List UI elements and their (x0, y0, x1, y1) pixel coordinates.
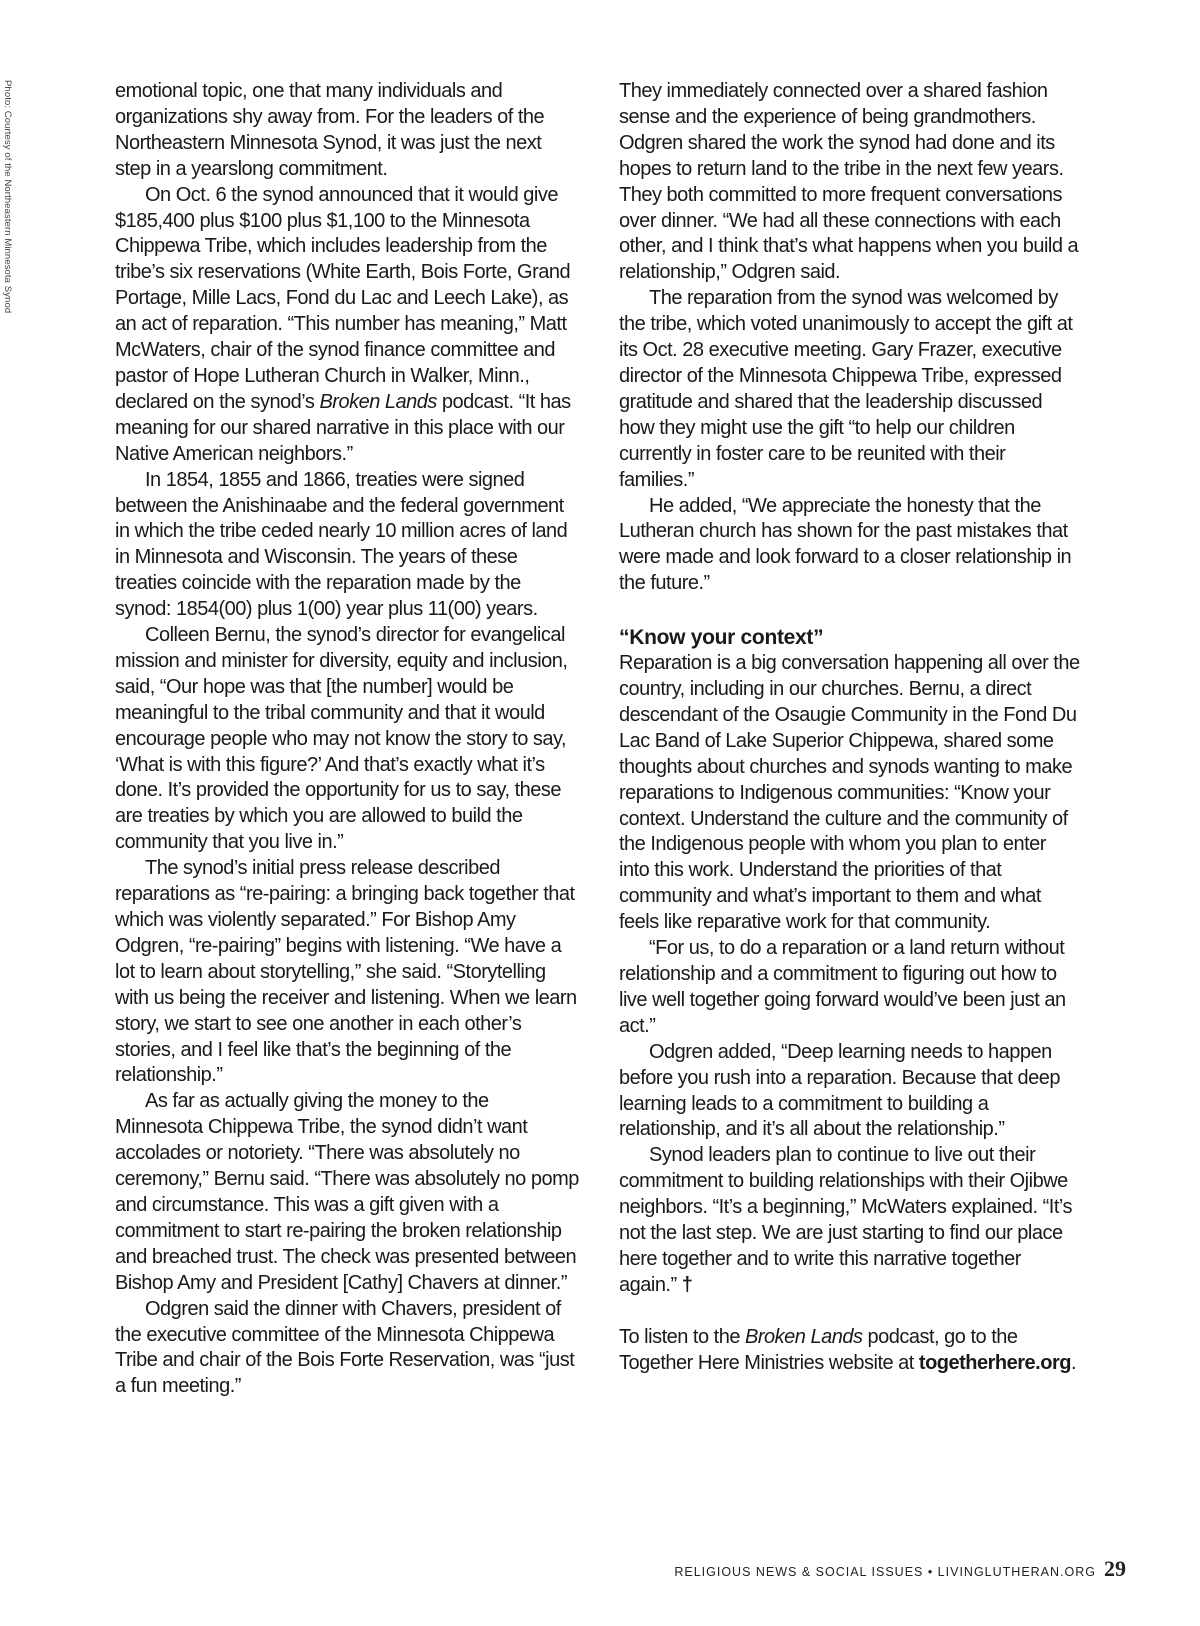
paragraph: In 1854, 1855 and 1866, treaties were signed between the Anishinaabe and the federal government in which the tribe ceded nearly 10 million acres of land in Minnesota and Wisconsin. The years of these treaties coincide with the reparation made by the synod: 1854(00) plus 1(00) year plus 11(00) years. (115, 468, 568, 621)
page-footer (674, 1556, 1126, 1582)
paragraph: On Oct. 6 the synod announced that it would give $185,400 plus $100 plus $1,100 to the Minnesota Chippewa Tribe, which includes leadership from the tribe’s six reservations (White Earth, Bois Forte, Grand Portage, Mille Lacs, Fond du Lac and Leech Lake), as an act of reparation. “This number has meaning,” Matt McWaters, chair of the synod finance committee and pastor of Hope Lutheran Church in Walker, Minn., declared on the synod’s Broken Lands podcast. “It has meaning for our shared narrative in this place with our Native American neighbors.” (115, 183, 571, 465)
paragraph: They immediately connected over a shared fashion sense and the experience of being grandmothers. Odgren shared the work the synod had done and its hopes to return land to the tribe in the next few years. They both committed to more frequent conversations over dinner. “We had all these connections with each other, and I think that’s what happens when you build a relationship,” Odgren said. (619, 80, 1079, 284)
end-mark-icon: † (681, 1273, 693, 1296)
podcast-cta: To listen to the Broken Lands podcast, go to the Together Here Ministries website at togetherhere.org. (619, 1325, 1077, 1374)
footer-section: RELIGIOUS NEWS & SOCIAL ISSUES • LIVINGLUTHERAN.ORG (674, 1565, 1096, 1579)
section-heading: “Know your context” (619, 626, 824, 650)
website-link[interactable]: togetherhere.org (918, 1351, 1071, 1374)
page-number: 29 (1104, 1556, 1126, 1581)
paragraph: emotional topic, one that many individuals and organizations shy away from. For the leaders of the Northeastern Minnesota Synod, it was just the next step in a yearslong commitment. (115, 80, 545, 180)
paragraph: Odgren added, “Deep learning needs to happen before you rush into a reparation. Because that deep learning leads to a commitment to building a relationship, and it’s all about the relationship.” (619, 1040, 1060, 1141)
article-column-right (619, 79, 1081, 1377)
paragraph: Colleen Bernu, the synod’s director for evangelical mission and minister for diversity, equity and inclusion, said, “Our hope was that [the number] would be meaningful to the tribal community and that it would encourage people who may not know the story to say, ‘What is with this figure?’ And that’s exactly what it’s done. It’s provided the opportunity for us to say, these are treaties by which you are allowed to build the community that you live in.” (115, 624, 568, 854)
podcast-title: Broken Lands (319, 390, 437, 413)
paragraph: The synod’s initial press release described reparations as “re-pairing: a bringing back together that which was violently separated.” For Bishop Amy Odgren, “re-pairing” begins with listening. “We have a lot to learn about storytelling,” she said. “Storytelling with us being the receiver and listening. When we learn story, we start to see one another in each other’s stories, and I feel like that’s the beginning of the relationship.” (115, 857, 577, 1087)
paragraph: Odgren said the dinner with Chavers, president of the executive committee of the Minnesota Chippewa Tribe and chair of the Bois Forte Reservation, was “just a fun meeting.” (115, 1297, 575, 1398)
paragraph: Synod leaders plan to continue to live out their commitment to building relationships with their Ojibwe neighbors. “It’s a beginning,” McWaters explained. “It’s not the last step. We are just starting to find our place here together and to write this narrative together again.” † (619, 1144, 1072, 1296)
paragraph: Reparation is a big conversation happening all over the country, including in our churches. Bernu, a direct descendant of the Osaugie Community in the Fond Du Lac Band of Lake Superior Chippewa, shared some thoughts about churches and synods wanting to make reparations to Indigenous communities: “Know your context. Understand the culture and the community of the Indigenous people with whom you plan to enter into this work. Understand the priorities of that community and what’s important to them and what feels like reparative work for that community. (619, 652, 1080, 934)
paragraph: He added, “We appreciate the honesty that the Lutheran church has shown for the past mistakes that were made and look forward to a closer relationship in the future.” (619, 494, 1072, 595)
paragraph: As far as actually giving the money to the Minnesota Chippewa Tribe, the synod didn’t want accolades or notoriety. “There was absolutely no ceremony,” Bernu said. “There was absolutely no pomp and circumstance. This was a gift given with a commitment to start re-pairing the broken relationship and breached trust. The check was presented between Bishop Amy and President [Cathy] Chavers at dinner.” (115, 1090, 579, 1294)
paragraph: The reparation from the synod was welcomed by the tribe, which voted unanimously to accept the gift at its Oct. 28 executive meeting. Gary Frazer, executive director of the Minnesota Chippewa Tribe, expressed gratitude and shared that the leadership discussed how they might use the gift “to help our children currently in foster care to be reunited with their families.” (619, 287, 1073, 491)
paragraph: “For us, to do a reparation or a land return without relationship and a commitment to figuring out how to live well together going forward would’ve been just an act.” (619, 937, 1066, 1037)
podcast-title: Broken Lands (745, 1325, 863, 1348)
photo-credit: Photo: Courtesy of the Northeastern Minnesota Synod (2, 80, 13, 314)
article-column-left (115, 79, 580, 1400)
